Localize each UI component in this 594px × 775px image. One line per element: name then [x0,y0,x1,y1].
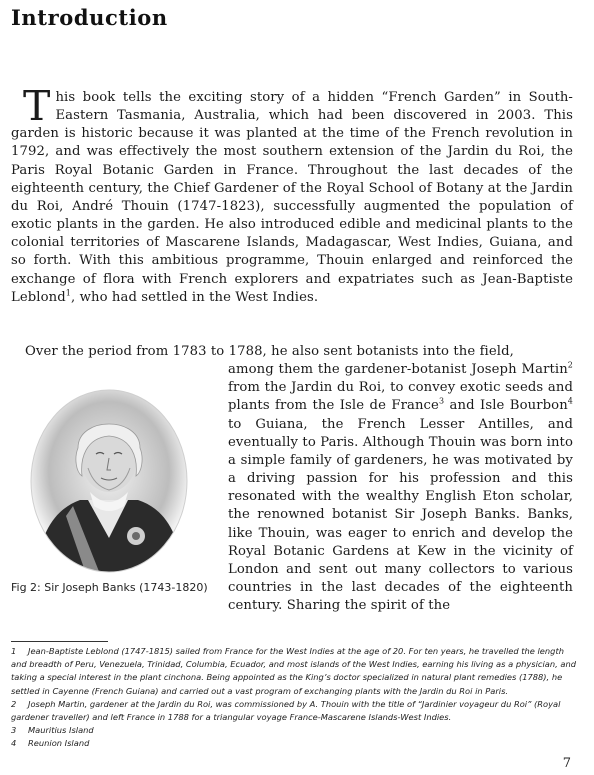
para2-text-b: from the Jardin du Roi, to convey exotic seeds and plants from the Isle de France [228,380,573,414]
chapter-heading: Introduction [11,5,168,30]
para1-text-b: , who had settled in the West Indies. [71,289,319,305]
footnote-ref-1: 1 [65,288,71,298]
footnote-text: Reunion Island [28,738,90,749]
footnote-text: Joseph Martin, gardener at the Jardin du Roi, was commissioned by A. Thouin with the title of “Jardinier voyageur du Roi” (Royal gardener traveller) and left France in 1788 for a triangular voyage France-Mascarene Islands-West Indies. [11,698,561,723]
footnote-number: 2 [11,698,17,709]
figure-banks [11,388,211,595]
figure-caption: Fig 2: Sir Joseph Banks (1743-1820) [11,581,208,594]
para2-text-a: among them the gardener-botanist Joseph Martin [228,362,568,378]
footnote-text: Mauritius Island [28,725,94,736]
para1-text-a: his book tells the exciting story of a hidden “French Garden” in South-Eastern Tasmania, Australia, which had been discovered in 2003. This garden is historic because it was planted at the time of the French revolution in 1792, and was effectively the most southern extension of the Jardin du Roi, the Paris Royal Botanic Garden in France. Throughout the last decades of the eighteenth century, the Chief Gardener of the Royal School of Botany at the Jardin du Roi, André Thouin (1747-1823), successfully augmented the population of exotic plants in the garden. He also introduced edible and medicinal plants to the colonial territories of Mascarene Islands, Madagascar, West Indies, Guiana, and so forth. With this ambitious programme, Thouin enlarged and reinforced the exchange of flora with French explorers and expatriates such as Jean-Baptiste Leblond [11,90,573,305]
footnote-3 [11,724,577,737]
footnote-2 [11,698,577,724]
para2-first-line: Over the period from 1783 to 1788, he also sent botanists into the field, [25,344,514,359]
footnote-ref-2: 2 [567,360,573,370]
footnote-1 [11,645,577,698]
footnote-number: 3 [11,725,17,736]
footnote-ref-3: 3 [438,397,445,407]
para2-wrapped-text [228,361,573,615]
footnote-number: 1 [11,646,17,656]
para2-text-d: to Guiana, the French Lesser Antilles, and eventually to Paris. Although Thouin was born into a simple family of gardeners, he was motivated by a driving passion for his profession and this resonated with the wealthy English Eton scholar, the renowned botanist Sir Joseph Banks. Banks, like Thouin, was eager to enrich and develop the Royal Botanic Gardens at Kew in the vicinity of London and sent out many collectors to various countries in the last decades of the eighteenth century. Sharing the spirit of the [228,416,573,614]
footnote-number: 4 [11,738,17,749]
drop-cap: T [23,82,51,130]
footnote-text: Jean-Baptiste Leblond (1747-1815) sailed from France for the West Indies at the age of 20. For ten years, he travelled the length and breadth of Peru, Venezuela, Trinidad, Columbia, Ecuador, and most islands of the West Indies, earning his living as a physician, and taking a special interest in the plant cinchona. Being appointed as the King’s doctor specialized in natural plant remedies (1788), he settled in Cayenne (French Guiana) and carried out a vast program of exchanging plants with the Jardin du Roi in Paris. [11,646,576,696]
page-number: 7 [562,756,571,771]
portrait-image [28,388,190,574]
footnotes [11,645,577,751]
para2-text-c: and Isle Bourbon [444,398,568,414]
intro-paragraph-1 [11,82,573,307]
footnote-ref-4: 4 [567,397,573,407]
footnote-4 [11,737,577,750]
footnote-divider [11,641,108,642]
